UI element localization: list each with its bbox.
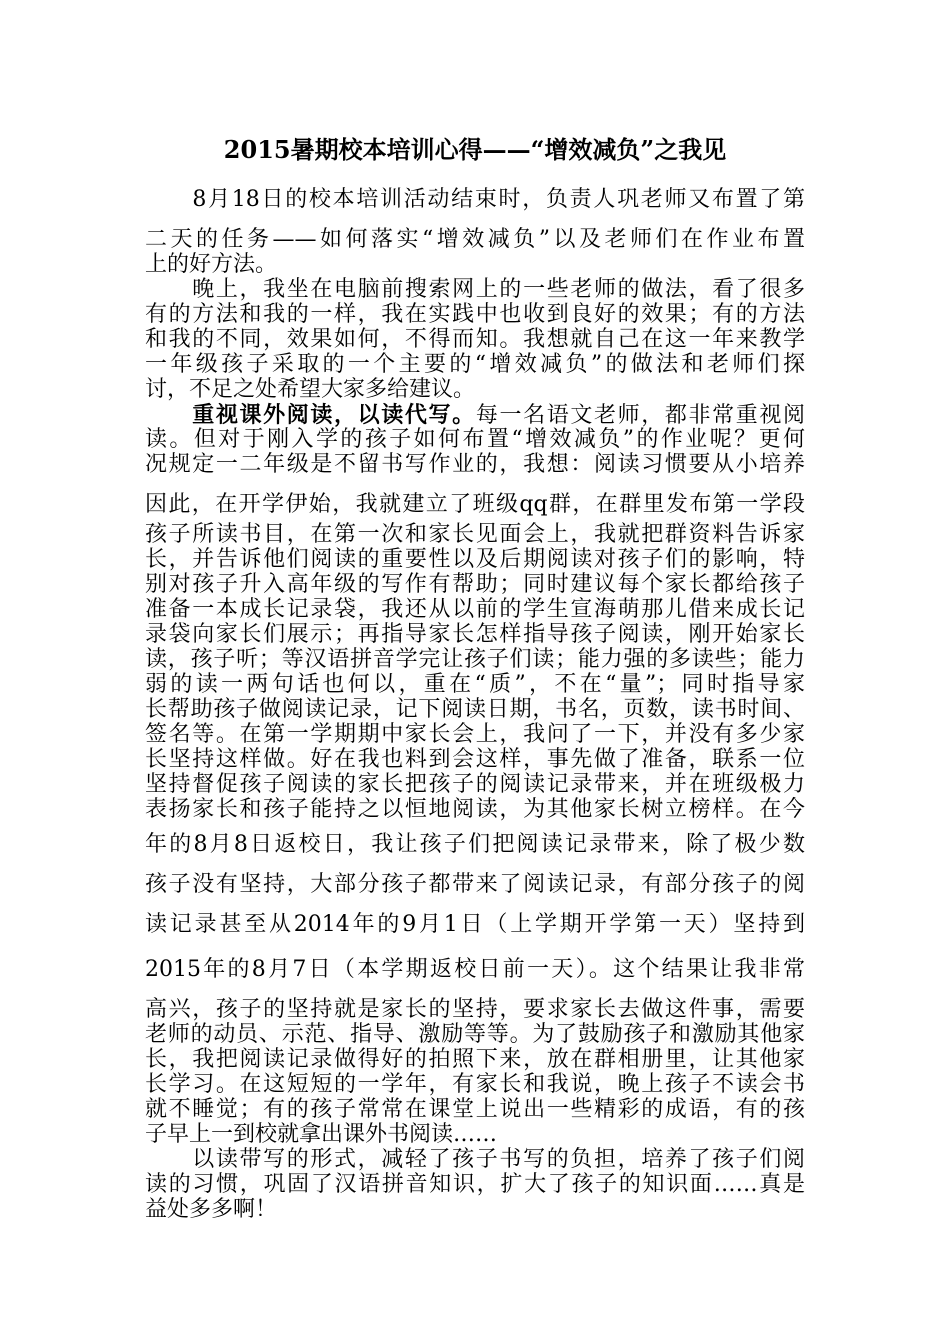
text-line [145,572,805,598]
line-text: 每一名语文老师，都非常重视阅 [475,403,805,428]
line-text: 长坚持这样做。好在我也料到会这样，事先做了准备，联系一位 [145,747,805,772]
text-line [145,997,805,1023]
line-text: 子早上一到校就拿出课外书阅读…… [145,1122,498,1147]
line-text: 签名等。在第一学期期中家长会上，我问了一下，并没有多少家 [145,722,805,747]
line-text: 以读带写的形式，减轻了孩子书写的负担，培养了孩子们阅 [145,1147,805,1172]
text-line [145,547,805,573]
line-text: 读。但对于刚入学的孩子如何布置“增效减负”的作业呢？更何 [145,427,805,452]
line-text: 坚持督促孩子阅读的家长把孩子的阅读记录带来，并在班级极力 [145,772,805,797]
line-text: 读，孩子听；等汉语拼音学完让孩子们读；能力强的多读些；能力 [145,647,805,672]
text-line [145,647,805,673]
line-text: 讨，不足之处希望大家多给建议。 [145,377,476,402]
line-text: 表扬家长和孩子能持之以恒地阅读，为其他家长树立榜样。在今 [145,797,805,822]
text-line [145,277,805,303]
text-line [145,1072,805,1098]
bold-heading: 重视课外阅读，以读代写。 [145,402,476,428]
text-line [145,1022,805,1048]
text-line [145,227,805,253]
line-text: 二天的任务——如何落实“增效减负”以及老师们在作业布置 [145,227,805,252]
text-line [145,1122,805,1148]
text-line [145,252,805,278]
text-line [145,747,805,773]
line-text: 读记录甚至从2014年的9月1日（上学期开学第一天）坚持到 [145,912,805,937]
line-text: 孩子所读书目，在第一次和家长见面会上，我就把群资料告诉家 [145,522,805,547]
text-line [145,1147,805,1173]
document-title: 2015暑期校本培训心得——“增效减负”之我见 [223,135,727,164]
text-line [145,327,805,353]
line-text: 2015年的8月7日（本学期返校日前一天）。这个结果让我非常 [145,957,805,982]
text-line [145,402,805,428]
text-line [145,797,805,823]
text-line [145,377,805,403]
text-line [145,492,805,518]
line-text: 因此，在开学伊始，我就建立了班级qq群，在群里发布第一学段 [145,492,805,517]
line-text: 长，我把阅读记录做得好的拍照下来，放在群相册里，让其他家 [145,1047,805,1072]
line-text: 读的习惯，巩固了汉语拼音知识，扩大了孩子的知识面……真是 [145,1172,805,1197]
line-text: 老师的动员、示范、指导、激励等等。为了鼓励孩子和激励其他家 [145,1022,805,1047]
line-text: 一年级孩子采取的一个主要的“增效减负”的做法和老师们探 [145,352,805,377]
text-line [145,352,805,378]
line-text: 益处多多啊！ [145,1197,278,1222]
text-line [145,597,805,623]
text-line [145,912,805,938]
line-text: 高兴，孩子的坚持就是家长的坚持，要求家长去做这件事，需要 [145,997,805,1022]
line-text: 孩子没有坚持，大部分孩子都带来了阅读记录，有部分孩子的阅 [145,872,805,897]
text-line [145,832,805,858]
text-line [145,622,805,648]
line-text: 有的方法和我的一样，我在实践中也收到良好的效果；有的方法 [145,302,805,327]
line-text: 和我的不同，效果如何，不得而知。我想就自己在这一年来教学 [145,327,805,352]
text-line [145,872,805,898]
text-line [145,522,805,548]
line-text: 录袋向家长们展示；再指导家长怎样指导孩子阅读，刚开始家长 [145,622,805,647]
text-line [145,957,805,983]
line-text: 长学习。在这短短的一学年，有家长和我说，晚上孩子不读会书 [145,1072,805,1097]
text-line [145,1172,805,1198]
line-text: 晚上，我坐在电脑前搜索网上的一些老师的做法，看了很多 [145,277,805,302]
text-line [145,772,805,798]
text-line [145,722,805,748]
line-text: 长，并告诉他们阅读的重要性以及后期阅读对孩子们的影响，特 [145,547,805,572]
line-text: 别对孩子升入高年级的写作有帮助；同时建议每个家长都给孩子 [145,572,805,597]
text-line [145,697,805,723]
text-line [145,427,805,453]
line-text: 就不睡觉；有的孩子常常在课堂上说出一些精彩的成语，有的孩 [145,1097,805,1122]
line-text: 年的8月8日返校日，我让孩子们把阅读记录带来，除了极少数 [145,832,805,857]
text-line [145,1197,805,1223]
line-text: 长帮助孩子做阅读记录，记下阅读日期，书名，页数，读书时间、 [145,697,805,722]
text-line [145,1047,805,1073]
text-line [145,187,805,213]
text-line [145,452,805,478]
line-text: 上的好方法。 [145,252,278,277]
line-text: 况规定一二年级是不留书写作业的，我想：阅读习惯要从小培养 [145,452,805,477]
text-line [145,302,805,328]
line-text: 准备一本成长记录袋，我还从以前的学生宣海萌那儿借来成长记 [145,597,805,622]
text-line [145,672,805,698]
line-text: 弱的读一两句话也何以，重在“质”，不在“量”；同时指导家 [145,672,805,697]
text-line [145,1097,805,1123]
line-text: 8月18日的校本培训活动结束时，负责人巩老师又布置了第 [145,187,805,212]
